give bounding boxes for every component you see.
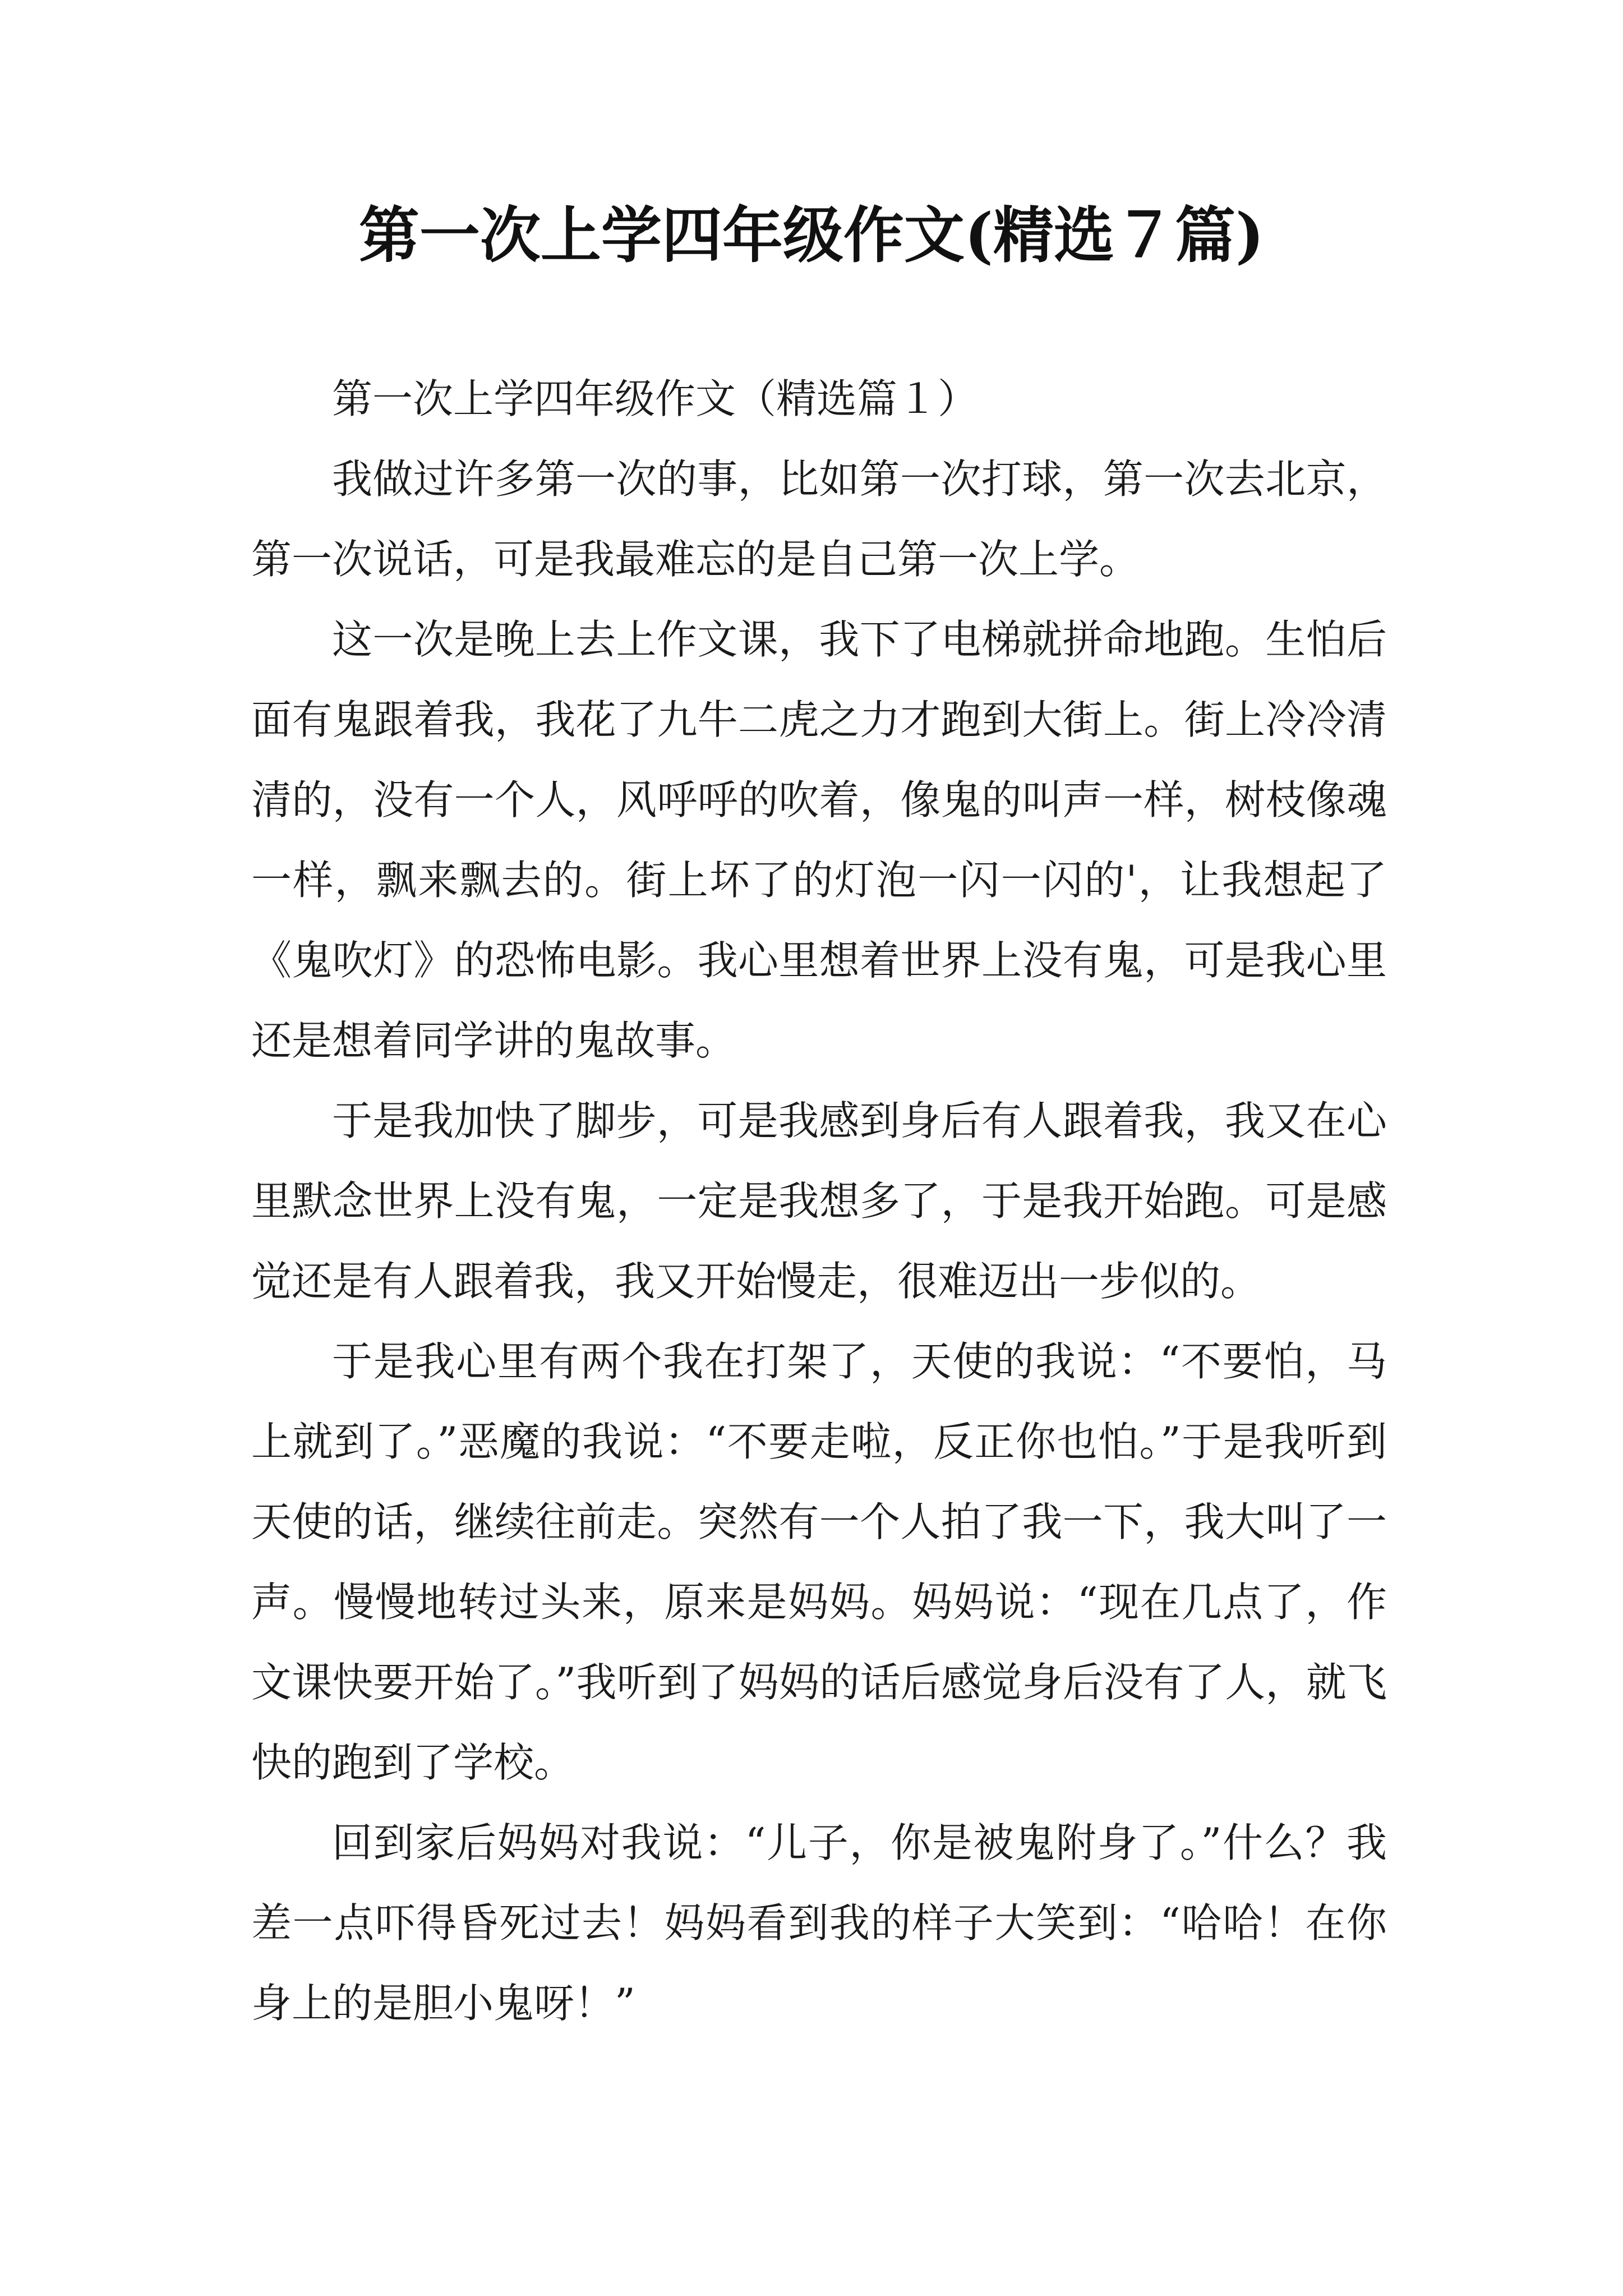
paragraph: 我做过许多第一次的事，比如第一次打球，第一次去北京，第一次说话，可是我最难忘的是自己第一次上学。 [251, 455, 1387, 583]
paragraph: 于是我心里有两个我在打架了，天使的我说：“不要怕，马上就到了。”恶魔的我说：“不要走啦，反正你也怕。”于是我听到天使的话，继续往前走。突然有一个人拍了我一下，我大叫了一声。慢慢地转过头来，原来是妈妈。妈妈说：“现在几点了，作文课快要开始了。”我听到了妈妈的话后感觉身后没有了人，就飞快的跑到了学校。 [251, 1338, 1387, 1786]
section-heading: 第一次上学四年级作文（精选篇１） [332, 375, 979, 422]
paragraph: 于是我加快了脚步，可是我感到身后有人跟着我，我又在心里默念世界上没有鬼，一定是我想多了，于是我开始跑。可是感觉还是有人跟着我，我又开始慢走，很难迈出一步似的。 [251, 1097, 1387, 1305]
document-body [251, 359, 1387, 2044]
paragraph: 回到家后妈妈对我说：“儿子，你是被鬼附身了。”什么？我差一点吓得昏死过去！妈妈看到我的样子大笑到：“哈哈！在你身上的是胆小鬼呀！” [251, 1819, 1387, 2027]
document-title: 第一次上学四年级作文(精选７篇) [358, 200, 1265, 271]
paragraph: 这一次是晚上去上作文课，我下了电梯就拼命地跑。生怕后面有鬼跟着我，我花了九牛二虎之力才跑到大街上。街上冷冷清清的，没有一个人，风呼呼的吹着，像鬼的叫声一样，树枝像魂一样，飘来飘去的。街上坏了的灯泡一闪一闪的'，让我想起了《鬼吹灯》的恐怖电影。我心里想着世界上没有鬼，可是我心里还是想着同学讲的鬼故事。 [251, 616, 1387, 1064]
